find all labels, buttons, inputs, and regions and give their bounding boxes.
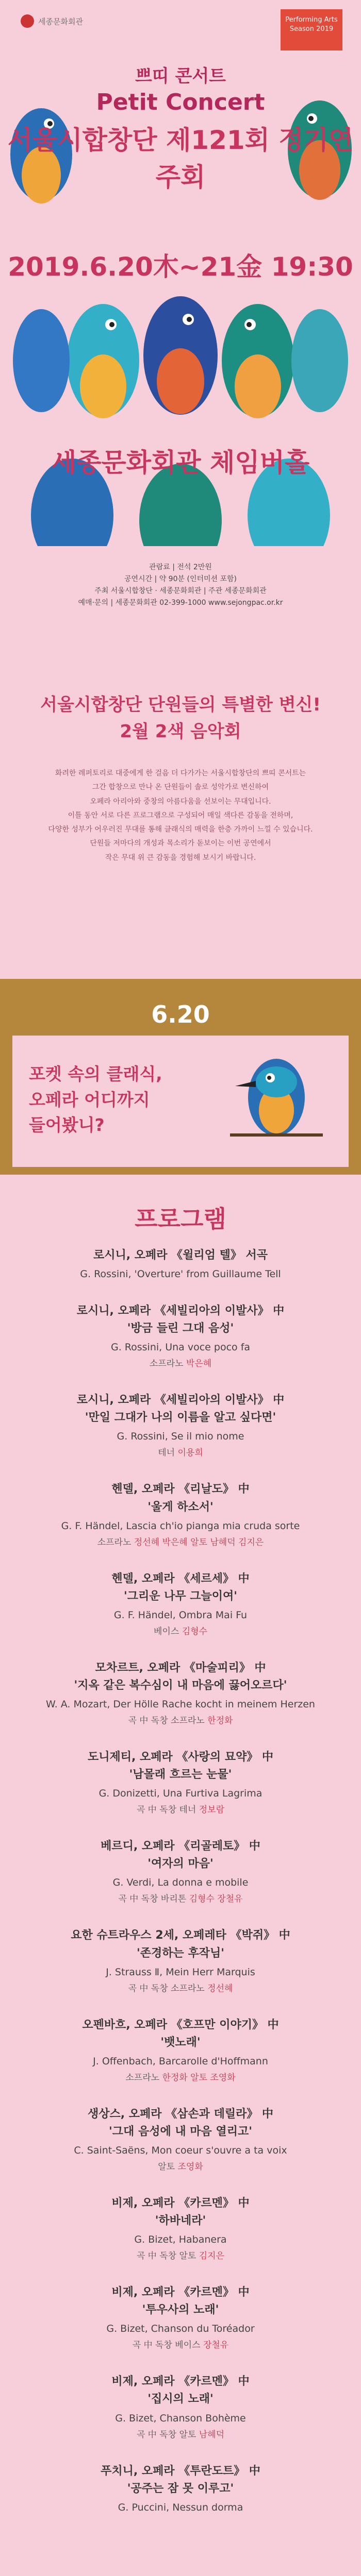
performer-role: 곡 中 독창 알토 xyxy=(136,2429,199,2440)
performer-role: 테너 xyxy=(158,1448,178,1459)
program-title: 도니제티, 오페라 《사랑의 묘약》 中 xyxy=(87,1751,274,1764)
performer-name: 김형수 xyxy=(182,1626,207,1637)
program-title: '뱃노래' xyxy=(160,2036,201,2049)
performer-role: 곡 中 독창 알토 xyxy=(136,2251,199,2262)
performer-role: 베이스 xyxy=(154,1626,182,1637)
performer-name: 한정화 xyxy=(207,1716,233,1726)
program-item xyxy=(0,2373,361,2439)
program-original-title: G. Verdi, La donna e mobile xyxy=(112,1877,249,1889)
program-title: '집시의 노래' xyxy=(147,2393,214,2406)
kingfisher-icon xyxy=(225,1046,328,1149)
program-original-title: G. Rossini, 'Overture' from Guillaume Tell xyxy=(80,1268,281,1280)
intro-subheading: 2월 2색 음악회 xyxy=(120,721,241,742)
program-list xyxy=(0,1247,361,2536)
program-item xyxy=(0,1302,361,1369)
performer-name: 정선혜 박은혜 알토 남혜덕 김지은 xyxy=(134,1537,264,1548)
performer-name: 박은혜 xyxy=(186,1359,212,1369)
performer-role: 곡 中 독창 테너 xyxy=(136,1805,199,1816)
program-original-title: G. Puccini, Nessun dorma xyxy=(118,2501,243,2513)
program-title: '그리운 나무 그늘이여' xyxy=(123,1589,238,1603)
program-item xyxy=(0,1838,361,1904)
program-performer xyxy=(0,1891,361,1904)
band-date: 6.20 xyxy=(151,1001,210,1028)
intro-line: 그간 합창으로 만나 온 단원들이 솔로 성악가로 변신하여 xyxy=(92,783,269,792)
tagline-line: 오페라 어디까지 xyxy=(29,1089,150,1110)
program-title: 오펜바흐, 오페라 《호프만 이야기》 中 xyxy=(82,2018,279,2031)
performer-role: 알토 xyxy=(158,2161,178,2172)
performer-name: 이용희 xyxy=(177,1448,203,1459)
tagline-line: 포켓 속의 클래식, xyxy=(29,1064,162,1084)
program-item xyxy=(0,1927,361,1993)
program-item xyxy=(0,2284,361,2350)
program-original-title: J. Offenbach, Barcarolle d'Hoffmann xyxy=(93,2055,268,2067)
program-performer xyxy=(0,2337,361,2350)
performer-role: 곡 中 독창 베이스 xyxy=(132,2340,203,2351)
program-item xyxy=(0,1392,361,1458)
title-line3: 서울시합창단 제121회 정기연주회 xyxy=(7,125,354,192)
performer-role: 곡 中 독창 바리톤 xyxy=(118,1894,189,1905)
poster-title xyxy=(0,62,361,194)
program-title: 로시니, 오페라 《윌리엄 텔》 서곡 xyxy=(93,1249,268,1262)
intro-body xyxy=(26,767,335,865)
program-original-title: C. Saint-Saëns, Mon coeur s'ouvre a ta voix xyxy=(74,2144,287,2156)
title-line1: 쁘띠 콘서트 xyxy=(135,66,226,87)
program-title: 모차르트, 오페라 《마술피리》 中 xyxy=(95,1661,266,1674)
program-original-title: G. Rossini, Se il mio nome xyxy=(117,1431,244,1443)
info-line: 관람료 | 전석 2만원 xyxy=(149,563,212,571)
sejong-logo-icon xyxy=(21,14,34,28)
program-title: '공주는 잠 못 이루고' xyxy=(127,2482,234,2495)
intro-line: 이틀 동안 서로 다른 프로그램으로 구성되어 매일 색다른 감동을 전하며, xyxy=(68,811,293,820)
program-title: '울게 하소서' xyxy=(147,1500,214,1514)
program-original-title: G. Rossini, Una voce poco fa xyxy=(110,1342,251,1353)
performer-role: 곡 中 독창 소프라노 xyxy=(128,1983,208,1994)
performer-name: 정보람 xyxy=(199,1805,224,1816)
program-original-title: J. Strauss Ⅱ, Mein Herr Marquis xyxy=(106,1966,255,1978)
concert-info xyxy=(0,562,361,609)
performer-role: 소프라노 xyxy=(97,1537,134,1548)
intro-line: 단원들 저마다의 개성과 목소리가 돋보이는 이번 공연에서 xyxy=(90,839,271,848)
program-title: '투우사의 노래' xyxy=(142,2303,219,2317)
program-title: 헨델, 오페라 《세르세》 中 xyxy=(111,1572,250,1585)
program-item xyxy=(0,1749,361,1815)
poster xyxy=(0,0,361,546)
program-title: 로시니, 오페라 《세빌리아의 이발사》 中 xyxy=(76,1394,285,1407)
program-title: 생상스, 오페라 《삼손과 데릴라》 中 xyxy=(87,2107,274,2121)
program-item xyxy=(0,2463,361,2513)
intro-line: 작은 무대 위 큰 감동을 경험해 보시기 바랍니다. xyxy=(105,853,256,862)
program-title: 비제, 오페라 《카르멘》 中 xyxy=(111,2375,250,2388)
tagline-line: 들어봤니? xyxy=(29,1115,105,1135)
performer-name: 김지은 xyxy=(199,2251,224,2262)
performer-name: 장철유 xyxy=(203,2340,229,2351)
program-title: 요한 슈트라우스 2세, 오페레타 《박쥐》 中 xyxy=(71,1929,290,1942)
logo-text: 세종문화회관 xyxy=(38,16,83,26)
sejong-logo[interactable] xyxy=(21,14,83,28)
title-line2: Petit Concert xyxy=(96,89,265,115)
program-original-title: G. Donizetti, Una Furtiva Lagrima xyxy=(99,1788,262,1800)
program-title: '지옥 같은 복수심이 내 마음에 끓어오르다' xyxy=(74,1679,287,1692)
info-line: 주최 서울시합창단 · 세종문화회관 | 주관 세종문화회관 xyxy=(94,587,267,596)
program-title: 푸치니, 오페라 《투란도트》 中 xyxy=(101,2464,260,2478)
program-performer xyxy=(0,1535,361,1548)
performer-name: 조영화 xyxy=(177,2161,203,2172)
intro-line: 화려한 레퍼토리로 대중에게 한 걸음 더 다가가는 서울시합창단의 쁘띠 콘서트는 xyxy=(55,769,306,777)
program-item xyxy=(0,2016,361,2083)
program-original-title: G. F. Händel, Ombra Mai Fu xyxy=(113,1609,248,1621)
performer-role: 소프라노 xyxy=(125,2072,162,2083)
performer-name: 한정화 알토 조영화 xyxy=(162,2072,236,2083)
program-heading: 프로그램 xyxy=(135,1205,226,1233)
program-title: 베르디, 오페라 《리골레토》 中 xyxy=(101,1840,260,1853)
band-tagline xyxy=(29,1061,162,1138)
program-performer xyxy=(0,1713,361,1726)
program-performer xyxy=(0,1981,361,1994)
program-item xyxy=(0,1570,361,1637)
info-line: 공연시간 | 약 90분 (인터미션 포함) xyxy=(124,575,237,584)
intro-line: 다양한 성부가 어우러진 무대를 통해 클래식의 매력을 한층 가까이 느낄 수 있습니다. xyxy=(48,825,313,834)
program-title: '그대 음성에 내 마음 열리고' xyxy=(109,2125,252,2138)
info-line: 예매·문의 | 세종문화회관 02-399-1000 www.sejongpac.or.kr xyxy=(78,599,283,607)
program-title: 비제, 오페라 《카르멘》 中 xyxy=(111,2286,250,2299)
performer-role: 곡 中 독창 소프라노 xyxy=(128,1716,208,1726)
program-performer xyxy=(0,1356,361,1369)
program-performer xyxy=(0,1802,361,1815)
program-item xyxy=(0,2106,361,2172)
program-performer xyxy=(0,1445,361,1458)
program-title: '하바네라' xyxy=(155,2214,206,2228)
program-title: '남몰래 흐르는 눈물' xyxy=(129,1768,232,1782)
program-title: '존경하는 후작님' xyxy=(137,1946,224,1960)
program-original-title: G. Bizet, Chanson Bohème xyxy=(115,2412,246,2424)
program-title: '여자의 마음' xyxy=(147,1857,214,1871)
program-performer xyxy=(0,2159,361,2172)
performer-role: 소프라노 xyxy=(149,1359,186,1369)
program-original-title: G. Bizet, Habanera xyxy=(134,2234,227,2246)
performer-name: 정선혜 xyxy=(207,1983,233,1994)
program-item xyxy=(0,2195,361,2261)
season-badge: Performing Arts Season 2019 xyxy=(281,9,342,50)
intro-heading: 서울시합창단 단원들의 특별한 변신! xyxy=(40,694,321,715)
concert-venue: 세종문화회관 체임버홀 xyxy=(51,448,310,478)
performer-name: 남혜덕 xyxy=(199,2429,224,2440)
program-title: '방금 들린 그대 음성' xyxy=(127,1322,234,1335)
program-item xyxy=(0,1481,361,1547)
program-title: '만일 그대가 나의 이름을 알고 싶다면' xyxy=(85,1411,276,1425)
program-performer xyxy=(0,1624,361,1637)
program-title: 비제, 오페라 《카르멘》 中 xyxy=(111,2196,250,2210)
program-original-title: G. Bizet, Chanson du Toréador xyxy=(106,2323,255,2335)
program-performer xyxy=(0,2248,361,2261)
program-performer xyxy=(0,2427,361,2440)
program-item xyxy=(0,1247,361,1280)
intro-line: 오페라 아리아와 중창의 아름다움을 선보이는 무대입니다. xyxy=(90,797,271,806)
program-title: 로시니, 오페라 《세빌리아의 이발사》 中 xyxy=(76,1304,285,1318)
program-item xyxy=(0,1659,361,1726)
performer-name: 김형수 장철유 xyxy=(189,1894,243,1905)
concert-date: 2019.6.20木~21金 19:30 xyxy=(8,252,353,282)
program-original-title: G. F. Händel, Lascia ch'io pianga mia cruda sorte xyxy=(61,1520,300,1532)
program-original-title: W. A. Mozart, Der Hölle Rache kocht in meinem Herzen xyxy=(46,1699,315,1710)
program-performer xyxy=(0,2070,361,2083)
program-title: 헨델, 오페라 《리날도》 中 xyxy=(111,1483,250,1496)
